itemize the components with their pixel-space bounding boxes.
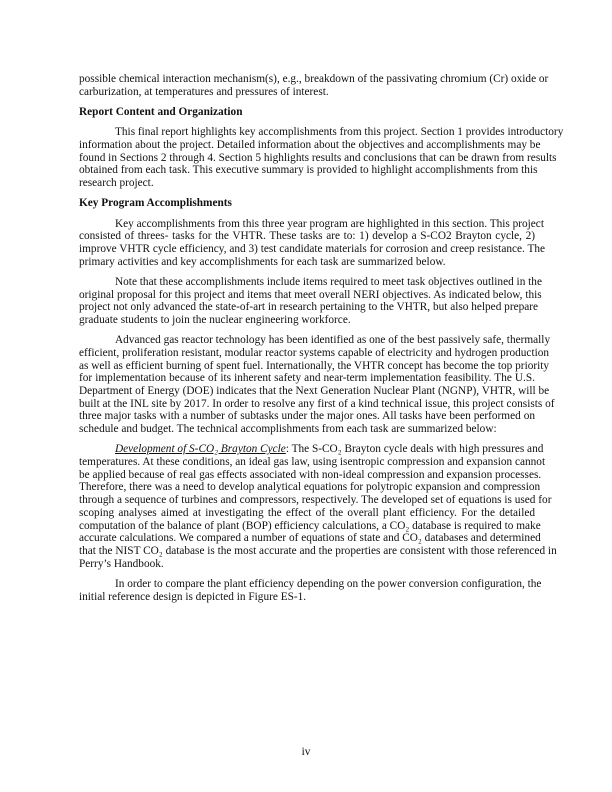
text-line: through a sequence of turbines and compressors, respectively. The developed set of equations is used for bbox=[79, 494, 552, 507]
text-line: Therefore, there was a need to develop analytical equations for polytropic expansion and compression bbox=[79, 481, 541, 494]
text-line: graduate students to join the nuclear engineering workforce. bbox=[79, 314, 351, 326]
text-line: possible chemical interaction mechanism(s), e.g., breakdown of the passivating chromium (Cr) oxide or bbox=[79, 73, 549, 85]
text-line: Department of Energy (DOE) indicates that the Next Generation Nuclear Plant (NGNP), VHTR, will be bbox=[79, 385, 550, 398]
text-line: for implementation because of its inherent safety and near-term implementation feasibility. The U.S. bbox=[79, 372, 535, 385]
text-line: scoping analyses aimed at investigating the effect of the overall plant efficiency. For the detailed bbox=[79, 506, 535, 519]
text-line: original proposal for this project and items that meet overall NERI objectives. As indicated below, this bbox=[79, 288, 542, 301]
text-line: Note that these accomplishments include items required to meet task objectives outlined in the bbox=[115, 275, 542, 288]
text-line: built at the INL site by 2017. In order to resolve any first of a kind technical issue, this project consists of bbox=[79, 397, 555, 410]
text-line: consisted of threes- tasks for the VHTR. These tasks are to: 1) develop a S-CO2 Brayton cycle, 2) bbox=[79, 230, 535, 243]
page-number: iv bbox=[301, 746, 311, 758]
paragraph-note bbox=[79, 275, 542, 327]
paragraph-key bbox=[79, 217, 546, 269]
text-line: obtained from each task. This executive summary is provided to highlight accomplishments from this bbox=[79, 164, 538, 177]
text-line: found in Sections 2 through 4. Section 5 highlights results and conclusions that can be drawn from results bbox=[79, 151, 557, 164]
text-line: primary activities and key accomplishments for each task are summarized below. bbox=[79, 255, 446, 268]
text-line: that the NIST CO₂ database is the most accurate and the properties are consistent with those referenced in bbox=[79, 544, 557, 557]
text-line: improve VHTR cycle efficiency, and 3) test candidate materials for corrosion and creep resistance. The bbox=[79, 242, 546, 255]
paragraph-report bbox=[79, 126, 564, 190]
text-line: schedule and budget. The technical accomplishments from each task are summarized below: bbox=[79, 423, 497, 436]
text-line: Advanced gas reactor technology has been identified as one of the best passively safe, thermally bbox=[115, 334, 551, 347]
paragraph-advanced bbox=[79, 334, 555, 436]
text-line: efficient, proliferation resistant, modular reactor systems capable of electricity and hydrogen production bbox=[79, 346, 550, 359]
heading-key-accomplishments: Key Program Accomplishments bbox=[79, 197, 232, 210]
page-body bbox=[79, 73, 564, 611]
text-line: be applied because of real gas effects associated with non-ideal compression and expansion processes. bbox=[79, 468, 542, 481]
text-line: In order to compare the plant efficiency depending on the power conversion configuration, the bbox=[115, 577, 542, 590]
development-lines bbox=[79, 456, 557, 570]
text-line: computation of the balance of plant (BOP) efficiency calculations, a CO₂ database is required to make bbox=[79, 519, 541, 532]
text-line: initial reference design is depicted in Figure ES-1. bbox=[79, 590, 307, 603]
paragraph-development bbox=[79, 443, 557, 570]
text-line: project not only advanced the state-of-art in research pertaining to the VHTR, but also helped prepare bbox=[79, 301, 539, 314]
text-line bbox=[79, 443, 544, 456]
text-line: research project. bbox=[79, 177, 154, 190]
text-line: three major tasks with a number of subtasks under the major ones. All tasks have been performed on bbox=[79, 410, 535, 423]
text-line: as well as efficient burning of spent fuel. Internationally, the VHTR concept has become the top priority bbox=[79, 359, 550, 372]
text-line: Perry’s Handbook. bbox=[79, 557, 164, 570]
heading-report-content: Report Content and Organization bbox=[79, 105, 243, 118]
text-line: Key accomplishments from this three year program are highlighted in this section. This project bbox=[115, 217, 544, 230]
text-line: temperatures. At these conditions, an ideal gas law, using isentropic compression and expansion cannot bbox=[79, 456, 546, 469]
text-span: : The S-CO₂ Brayton cycle deals with high pressures and bbox=[285, 443, 544, 456]
development-subheading: Development of S-CO₂ Brayton Cycle bbox=[115, 443, 286, 456]
text-line: This final report highlights key accomplishments from this project. Section 1 provides introductory bbox=[115, 126, 564, 139]
text-line: carburization, at temperatures and pressures of interest. bbox=[79, 85, 329, 98]
paragraph-compare bbox=[79, 577, 542, 603]
paragraph-intro bbox=[79, 73, 549, 98]
text-line: accurate calculations. We compared a number of equations of state and CO₂ databases and determined bbox=[79, 532, 541, 545]
text-line: information about the project. Detailed information about the objectives and accomplishments may be bbox=[79, 138, 541, 151]
